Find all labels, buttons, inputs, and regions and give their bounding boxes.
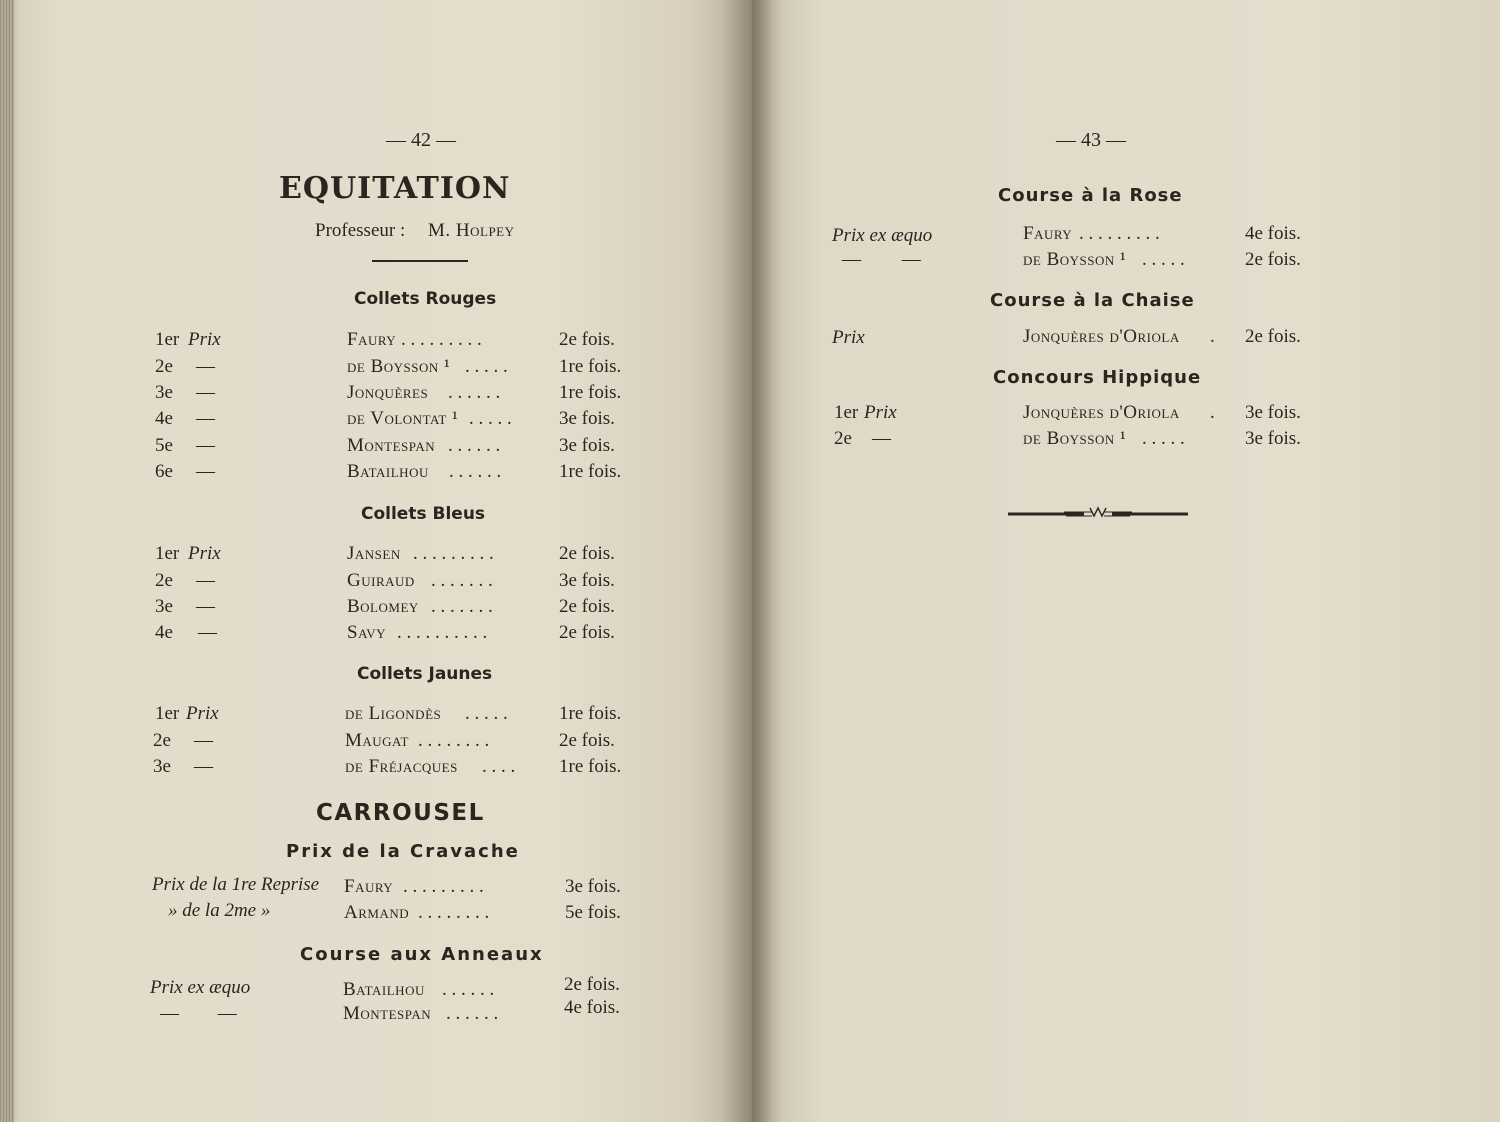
name: de Boysson ¹	[1023, 249, 1127, 270]
prize: —	[196, 570, 215, 591]
times: 2e fois.	[1245, 249, 1301, 270]
times: 2e fois.	[564, 974, 620, 995]
dot-leader: . . . . .	[1142, 428, 1185, 449]
prize-label: Prix ex æquo	[832, 225, 933, 246]
times: 1re fois.	[559, 382, 622, 403]
professor-label: Professeur :	[315, 220, 406, 241]
times: 1re fois.	[559, 461, 622, 482]
prize: —	[196, 461, 215, 482]
section-heading: Course à la Chaise	[990, 290, 1195, 311]
rank: 1er	[155, 703, 180, 724]
times: 4e fois.	[564, 997, 620, 1018]
times: 1re fois.	[559, 356, 622, 377]
dot-leader: . . . . .	[1142, 249, 1185, 270]
times: 3e fois.	[559, 570, 615, 591]
dot-leader: .	[1210, 326, 1215, 347]
prize-label: Prix	[832, 327, 865, 348]
dot-leader: . . . . . . . . . .	[397, 622, 488, 643]
page-edge-stack	[0, 0, 14, 1122]
prize: —	[194, 730, 213, 751]
rank: 2e	[153, 730, 171, 751]
prize-label: Prix de la 1re Reprise	[152, 874, 320, 895]
rank: 1er	[155, 543, 180, 564]
rank: 1er	[834, 402, 859, 423]
dot-leader: . . . . .	[465, 703, 508, 724]
name: Jansen	[347, 543, 401, 564]
dot-leader: . . . . . . .	[431, 570, 493, 591]
title-rule	[372, 260, 468, 262]
times: 2e fois.	[559, 543, 615, 564]
page-title: EQUITATION	[279, 171, 511, 206]
name: Bolomey	[347, 596, 419, 617]
times: 2e fois.	[559, 329, 615, 350]
rank: 3e	[153, 756, 171, 777]
section-heading: Collets Jaunes	[357, 664, 493, 684]
prize: —	[194, 756, 213, 777]
ornament-divider	[1006, 500, 1190, 524]
dot-leader: . . . . . . .	[431, 596, 493, 617]
name: de Volontat ¹	[347, 408, 459, 429]
dot-leader: . . . . . . . . .	[1079, 223, 1160, 244]
section-heading: Collets Rouges	[354, 289, 497, 309]
name: Jonquères d'Oriola	[1023, 326, 1180, 347]
name: Guiraud	[347, 570, 415, 591]
times: 3e fois.	[559, 408, 615, 429]
rank: 1er	[155, 329, 180, 350]
name: Maugat	[345, 730, 409, 751]
times: 2e fois.	[1245, 326, 1301, 347]
rank: 4e	[155, 622, 173, 643]
dot-leader: . . . . . . . .	[418, 730, 490, 751]
name: Faury	[344, 876, 394, 897]
times: 3e fois.	[559, 435, 615, 456]
dot-leader: . . . . . .	[446, 1003, 499, 1024]
section-title: CARROUSEL	[316, 800, 485, 826]
professor-name: M. Holpey	[428, 220, 515, 241]
prize: —	[198, 622, 217, 643]
times: 1re fois.	[559, 703, 622, 724]
dot-leader: . . . . . .	[448, 382, 501, 403]
dot-leader: . . . . . . . . .	[401, 329, 482, 350]
prize: —	[196, 435, 215, 456]
prize: Prix	[188, 329, 221, 350]
dot-leader: . . . .	[482, 756, 516, 777]
dot-leader: . . . . . . . . .	[413, 543, 494, 564]
dot-leader: . . . . . . . .	[418, 902, 490, 923]
section-heading: Prix de la Cravache	[286, 841, 520, 862]
name: Batailhou	[343, 979, 425, 1000]
prize: —	[196, 382, 215, 403]
name: Armand	[344, 902, 410, 923]
dot-leader: . . . . .	[469, 408, 512, 429]
name: de Ligondès	[345, 703, 442, 724]
name: Faury	[1023, 223, 1073, 244]
prize-label: Prix ex æquo	[150, 977, 251, 998]
times: 3e fois.	[1245, 428, 1301, 449]
dot-leader: . . . . . . . . .	[403, 876, 484, 897]
section-heading: Course à la Rose	[998, 185, 1183, 206]
name: Batailhou	[347, 461, 429, 482]
times: 3e fois.	[565, 876, 621, 897]
prize: Prix	[186, 703, 219, 724]
dot-leader: . . . . .	[465, 356, 508, 377]
rank: 3e	[155, 382, 173, 403]
gutter-shadow	[722, 0, 782, 1122]
prize-label: — —	[842, 249, 921, 270]
rank: 2e	[155, 356, 173, 377]
prize: —	[196, 596, 215, 617]
times: 4e fois.	[1245, 223, 1301, 244]
rank: 5e	[155, 435, 173, 456]
times: 2e fois.	[559, 730, 615, 751]
dot-leader: .	[1210, 402, 1215, 423]
prize-label: — —	[160, 1003, 237, 1024]
prize: —	[872, 428, 891, 449]
times: 2e fois.	[559, 596, 615, 617]
prize: Prix	[188, 543, 221, 564]
prize-label: » de la 2me »	[168, 900, 271, 921]
name: Montespan	[347, 435, 436, 456]
right-page	[752, 0, 1500, 1122]
name: Faury	[347, 329, 397, 350]
prize: —	[196, 356, 215, 377]
times: 1re fois.	[559, 756, 622, 777]
prize: Prix	[864, 402, 897, 423]
name: Montespan	[343, 1003, 432, 1024]
section-heading: Course aux Anneaux	[300, 944, 544, 965]
page-number: — 43 —	[1056, 129, 1126, 151]
dot-leader: . . . . . .	[448, 435, 501, 456]
name: de Fréjacques	[345, 756, 458, 777]
rank: 3e	[155, 596, 173, 617]
rank: 6e	[155, 461, 173, 482]
section-heading: Concours Hippique	[993, 367, 1202, 388]
dot-leader: . . . . . .	[449, 461, 502, 482]
rank: 4e	[155, 408, 173, 429]
page-number: — 42 —	[386, 129, 456, 151]
name: Jonquères	[347, 382, 429, 403]
times: 5e fois.	[565, 902, 621, 923]
rank: 2e	[834, 428, 852, 449]
name: de Boysson ¹	[347, 356, 451, 377]
section-heading: Collets Bleus	[361, 504, 486, 524]
times: 3e fois.	[1245, 402, 1301, 423]
rank: 2e	[155, 570, 173, 591]
name: Jonquères d'Oriola	[1023, 402, 1180, 423]
dot-leader: . . . . . .	[442, 979, 495, 1000]
prize: —	[196, 408, 215, 429]
times: 2e fois.	[559, 622, 615, 643]
name: de Boysson ¹	[1023, 428, 1127, 449]
name: Savy	[347, 622, 387, 643]
